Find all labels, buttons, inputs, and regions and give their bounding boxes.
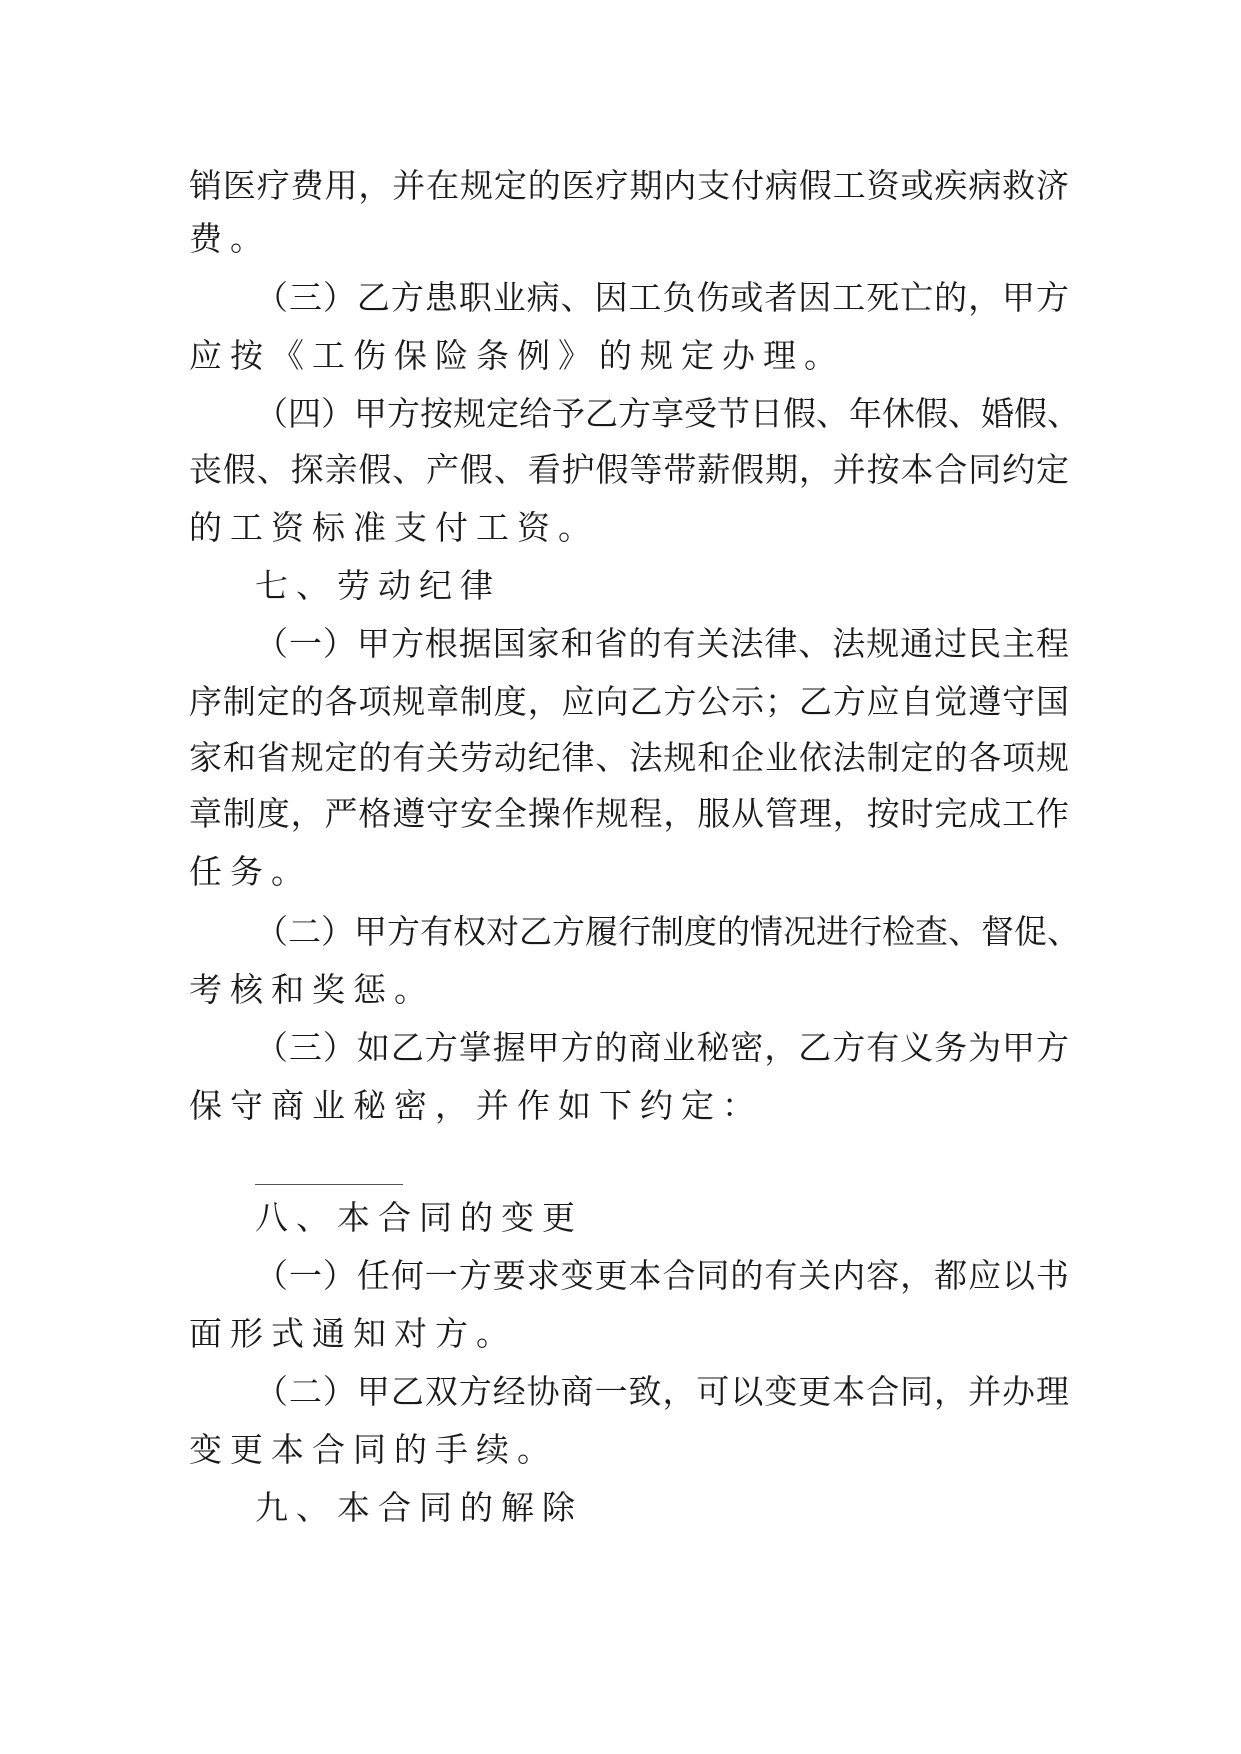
- text-line: （一）任何一方要求变更本合同的有关内容，都应以书: [255, 1256, 1069, 1295]
- text-line: 保守商业秘密，并作如下约定：: [189, 1086, 763, 1125]
- text-line: 章制度，严格遵守安全操作规程，服从管理，按时完成工作: [189, 794, 1069, 833]
- text-line: 丧假、探亲假、产假、看护假等带薪假期，并按本合同约定: [189, 450, 1069, 489]
- text-line: 的工资标准支付工资。: [189, 508, 599, 547]
- text-line: （三）乙方患职业病、因工负伤或者因工死亡的，甲方: [255, 278, 1069, 317]
- section-heading: 九、本合同的解除: [255, 1488, 583, 1527]
- text-line: 任务。: [189, 852, 312, 891]
- blank-fill-line: [255, 1184, 403, 1185]
- section-heading: 七、劳动纪律: [255, 566, 501, 605]
- text-line: （二）甲乙双方经协商一致，可以变更本合同，并办理: [255, 1372, 1069, 1411]
- text-line: 家和省规定的有关劳动纪律、法规和企业依法制定的各项规: [189, 738, 1069, 777]
- text-line: 变更本合同的手续。: [189, 1430, 558, 1469]
- section-heading: 八、本合同的变更: [255, 1198, 583, 1237]
- text-line: （二）甲方有权对乙方履行制度的情况进行检查、督促、: [255, 912, 1080, 951]
- text-line: （一）甲方根据国家和省的有关法律、法规通过民主程: [255, 624, 1069, 663]
- text-line: （三）如乙方掌握甲方的商业秘密，乙方有义务为甲方: [255, 1028, 1069, 1067]
- text-line: 费。: [189, 219, 271, 258]
- text-line: 应按《工伤保险条例》的规定办理。: [189, 336, 845, 375]
- text-line: （四）甲方按规定给予乙方享受节日假、年休假、婚假、: [255, 394, 1080, 433]
- text-line: 考核和奖惩。: [189, 970, 435, 1009]
- text-line: 面形式通知对方。: [189, 1314, 517, 1353]
- text-line: 销医疗费用，并在规定的医疗期内支付病假工资或疾病救济: [189, 166, 1069, 205]
- text-line: 序制定的各项规章制度，应向乙方公示；乙方应自觉遵守国: [189, 682, 1069, 721]
